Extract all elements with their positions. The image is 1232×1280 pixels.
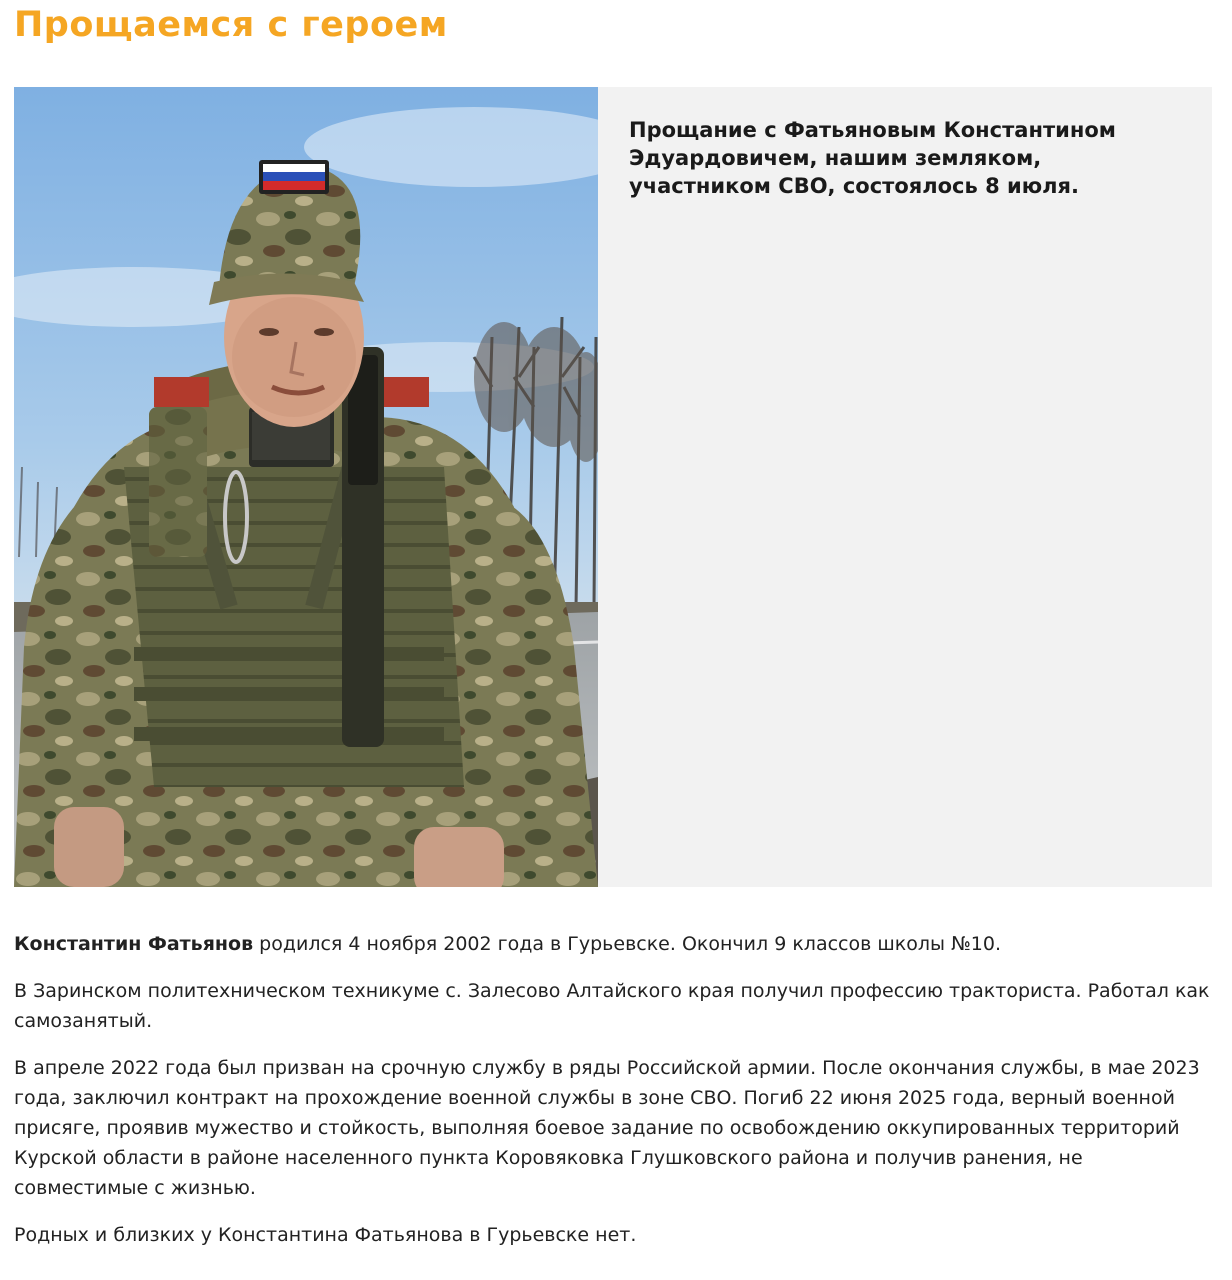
article-paragraph-3: В апреле 2022 года был призван на срочную службу в ряды Российской армии. После окончания службы, в мае 2023 года, заключил контракт на прохождение военной службы в зоне СВО. Погиб 22 июня 2025 года, верный военной присяге, проявив мужество и стойкость, выполняя боевое задание по освобождению оккупированных территорий Курской области в районе населенного пункта Коровяковка Глушковского района и получив ранения, не совместимые с жизнью.: [14, 1057, 1200, 1199]
article-paragraph-1: [14, 929, 1212, 959]
article-paragraph-2: В Заринском политехническом техникуме с. Залесово Алтайского края получил профессию тракториста. Работал как самозанятый.: [14, 980, 1210, 1032]
article-paragraph-4: Родных и близких у Константина Фатьянова в Гурьевске нет.: [14, 1224, 637, 1246]
article-body: [14, 929, 1212, 1267]
lead-text: Прощание с Фатьяновым Константином Эдуардовичем, нашим земляком, участником СВО, состоялось 8 июля.: [629, 118, 1116, 198]
page-title: Прощаемся с героем: [14, 5, 448, 45]
birth-info: родился 4 ноября 2002 года в Гурьевске. Окончил 9 классов школы №10.: [253, 933, 1001, 955]
hero-block: [14, 87, 1212, 887]
soldier-photo: [14, 87, 598, 887]
person-name: Константин Фатьянов: [14, 933, 254, 955]
